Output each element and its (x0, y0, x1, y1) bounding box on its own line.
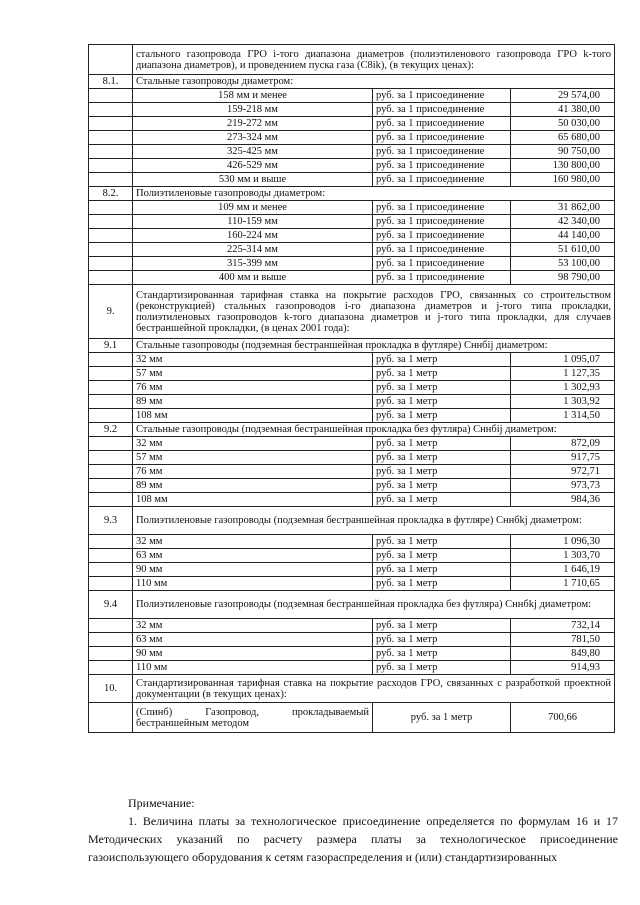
value-cell: 1 646,19 (511, 563, 615, 577)
row-number (89, 201, 133, 215)
table-row (89, 479, 615, 493)
value-cell: 51 610,00 (511, 243, 615, 257)
table-row (89, 215, 615, 229)
section-number: 9.2 (89, 423, 133, 437)
value-cell: 1 127,35 (511, 367, 615, 381)
unit-cell: руб. за 1 присоединение (373, 159, 511, 173)
row-number (89, 257, 133, 271)
diameter-cell: 76 мм (133, 465, 373, 479)
diameter-cell: 90 мм (133, 647, 373, 661)
value-cell: 914,93 (511, 661, 615, 675)
row-number (89, 535, 133, 549)
row-number (89, 45, 133, 75)
unit-cell: руб. за 1 метр (373, 535, 511, 549)
unit-cell: руб. за 1 метр (373, 619, 511, 633)
diameter-cell: 63 мм (133, 549, 373, 563)
diameter-cell: 63 мм (133, 633, 373, 647)
value-cell: 1 314,50 (511, 409, 615, 423)
unit-cell: руб. за 1 присоединение (373, 131, 511, 145)
unit-cell: руб. за 1 метр (373, 353, 511, 367)
value-cell: 29 574,00 (511, 89, 615, 103)
diameter-cell: 400 мм и выше (133, 271, 373, 285)
table-row (89, 159, 615, 173)
row-number (89, 131, 133, 145)
diameter-cell: 109 мм и менее (133, 201, 373, 215)
table-row (89, 353, 615, 367)
diameter-cell: 76 мм (133, 381, 373, 395)
section-title: Стандартизированная тарифная ставка на покрытие расходов ГРО, связанных с разработкой проектной документации (в текущих ценах): (133, 675, 615, 703)
value-cell: 1 303,70 (511, 549, 615, 563)
section-header-row (89, 675, 615, 703)
value-cell: 31 862,00 (511, 201, 615, 215)
unit-cell: руб. за 1 метр (373, 479, 511, 493)
value-cell: 65 680,00 (511, 131, 615, 145)
section-header-row (89, 75, 615, 89)
unit-cell: руб. за 1 присоединение (373, 145, 511, 159)
diameter-cell: 32 мм (133, 437, 373, 451)
value-cell: 700,66 (511, 703, 615, 733)
unit-cell: руб. за 1 присоединение (373, 215, 511, 229)
unit-cell: руб. за 1 присоединение (373, 89, 511, 103)
section-number: 9.3 (89, 507, 133, 535)
table-row (89, 131, 615, 145)
unit-cell: руб. за 1 присоединение (373, 243, 511, 257)
section-header-row (89, 423, 615, 437)
continuation-row (89, 45, 615, 75)
section-title: Полиэтиленовые газопроводы диаметром: (133, 187, 615, 201)
value-cell: 53 100,00 (511, 257, 615, 271)
table-row (89, 577, 615, 591)
value-cell: 917,75 (511, 451, 615, 465)
diameter-cell: 315-399 мм (133, 257, 373, 271)
row-number (89, 549, 133, 563)
row-number (89, 243, 133, 257)
unit-cell: руб. за 1 метр (373, 409, 511, 423)
section-number: 8.2. (89, 187, 133, 201)
row-number (89, 173, 133, 187)
value-cell: 44 140,00 (511, 229, 615, 243)
row-number (89, 619, 133, 633)
table-row (89, 619, 615, 633)
table-row (89, 117, 615, 131)
table-row (89, 633, 615, 647)
diameter-cell: 110-159 мм (133, 215, 373, 229)
section-number: 8.1. (89, 75, 133, 89)
section-header-row (89, 187, 615, 201)
diameter-cell: 89 мм (133, 479, 373, 493)
table-row (89, 271, 615, 285)
note-text: 1. Величина платы за технологическое присоединение определяется по формулам 16 и 17 Методических указаний по расчету размера платы за технологическое присоединение газоиспользующего оборудования к сетям газораспределения и (или) стандартизированных (88, 814, 618, 864)
row-number (89, 103, 133, 117)
note-title: Примечание: (128, 796, 195, 810)
row-number (89, 145, 133, 159)
table-row (89, 535, 615, 549)
section-title: Стандартизированная тарифная ставка на покрытие расходов ГРО, связанных со строительством (реконструкцией) стальных газопроводов i-го диапазона диаметров и j-того типа прокладки, полиэтиленовых газопроводов k-того диапазона диаметров и j-того типа прокладки, для случаев бестраншейной прокладки, (в ценах 2001 года): (133, 285, 615, 339)
section-number: 9. (89, 285, 133, 339)
value-cell: 41 380,00 (511, 103, 615, 117)
table-row (89, 89, 615, 103)
section-header-row (89, 285, 615, 339)
table-row (89, 243, 615, 257)
row-number (89, 215, 133, 229)
unit-cell: руб. за 1 метр (373, 549, 511, 563)
diameter-cell: 225-314 мм (133, 243, 373, 257)
diameter-cell: 32 мм (133, 619, 373, 633)
diameter-cell: 158 мм и менее (133, 89, 373, 103)
row-number (89, 661, 133, 675)
section-number: 9.4 (89, 591, 133, 619)
row-number (89, 117, 133, 131)
unit-cell: руб. за 1 присоединение (373, 117, 511, 131)
diameter-cell: 325-425 мм (133, 145, 373, 159)
row-number (89, 353, 133, 367)
value-cell: 973,73 (511, 479, 615, 493)
diameter-cell: 426-529 мм (133, 159, 373, 173)
row-number (89, 437, 133, 451)
diameter-cell: 273-324 мм (133, 131, 373, 145)
row-number (89, 703, 133, 733)
diameter-cell: (Cпинб) Газопровод, прокладываемый бестраншейным методом (133, 703, 373, 733)
diameter-cell: 90 мм (133, 563, 373, 577)
value-cell: 1 303,92 (511, 395, 615, 409)
value-cell: 160 980,00 (511, 173, 615, 187)
row-number (89, 563, 133, 577)
unit-cell: руб. за 1 метр (373, 563, 511, 577)
value-cell: 42 340,00 (511, 215, 615, 229)
diameter-cell: 32 мм (133, 535, 373, 549)
value-cell: 1 710,65 (511, 577, 615, 591)
unit-cell: руб. за 1 присоединение (373, 103, 511, 117)
row-number (89, 633, 133, 647)
unit-cell: руб. за 1 присоединение (373, 271, 511, 285)
section-title: Стальные газопроводы (подземная бестраншейная прокладка без футляра) Cннбij диаметром: (133, 423, 615, 437)
row-number (89, 159, 133, 173)
section-header-row (89, 507, 615, 535)
table-row (89, 103, 615, 117)
unit-cell: руб. за 1 метр (373, 451, 511, 465)
section-title: Полиэтиленовые газопроводы (подземная бестраншейная прокладка в футляре) Cннбkj диаметром: (133, 507, 615, 535)
row-number (89, 577, 133, 591)
row-number (89, 451, 133, 465)
diameter-cell: 159-218 мм (133, 103, 373, 117)
value-cell: 872,09 (511, 437, 615, 451)
row-number (89, 465, 133, 479)
section-header-row (89, 591, 615, 619)
diameter-cell: 160-224 мм (133, 229, 373, 243)
value-cell: 1 096,30 (511, 535, 615, 549)
table-row (89, 173, 615, 187)
unit-cell: руб. за 1 присоединение (373, 229, 511, 243)
unit-cell: руб. за 1 метр (373, 381, 511, 395)
row-number (89, 381, 133, 395)
value-cell: 984,36 (511, 493, 615, 507)
row-number (89, 479, 133, 493)
unit-cell: руб. за 1 метр (373, 577, 511, 591)
diameter-cell: 108 мм (133, 493, 373, 507)
row-number (89, 367, 133, 381)
table-row (89, 549, 615, 563)
table-row (89, 661, 615, 675)
row-number (89, 493, 133, 507)
row-description: стального газопровода ГРО i-того диапазона диаметров (полиэтиленового газопровода ГРО k-того диапазона диаметров), и проведением пуска газа (С8ik), (в текущих ценах): (133, 45, 615, 75)
diameter-cell: 108 мм (133, 409, 373, 423)
table-row (89, 367, 615, 381)
unit-cell: руб. за 1 метр (373, 465, 511, 479)
section-title: Стальные газопроводы диаметром: (133, 75, 615, 89)
diameter-cell: 110 мм (133, 661, 373, 675)
table-row (89, 647, 615, 661)
unit-cell: руб. за 1 метр (373, 703, 511, 733)
diameter-cell: 57 мм (133, 367, 373, 381)
table-row (89, 409, 615, 423)
value-cell: 50 030,00 (511, 117, 615, 131)
section-title: Стальные газопроводы (подземная бестраншейная прокладка в футляре) Cннбij диаметром: (133, 339, 615, 353)
table-row (89, 381, 615, 395)
row-number (89, 647, 133, 661)
value-cell: 130 800,00 (511, 159, 615, 173)
section-number: 9.1 (89, 339, 133, 353)
unit-cell: руб. за 1 метр (373, 493, 511, 507)
table-row (89, 465, 615, 479)
section-number: 10. (89, 675, 133, 703)
value-cell: 90 750,00 (511, 145, 615, 159)
value-cell: 1 095,07 (511, 353, 615, 367)
diameter-cell: 89 мм (133, 395, 373, 409)
unit-cell: руб. за 1 метр (373, 633, 511, 647)
table-row (89, 451, 615, 465)
tariff-table (88, 44, 615, 733)
diameter-cell: 219-272 мм (133, 117, 373, 131)
table-row (89, 395, 615, 409)
table-row (89, 257, 615, 271)
unit-cell: руб. за 1 метр (373, 661, 511, 675)
row-number (89, 409, 133, 423)
unit-cell: руб. за 1 присоединение (373, 173, 511, 187)
unit-cell: руб. за 1 метр (373, 367, 511, 381)
diameter-cell: 530 мм и выше (133, 173, 373, 187)
value-cell: 98 790,00 (511, 271, 615, 285)
table-row (89, 563, 615, 577)
unit-cell: руб. за 1 метр (373, 437, 511, 451)
table-row (89, 703, 615, 733)
diameter-cell: 57 мм (133, 451, 373, 465)
table-row (89, 493, 615, 507)
table-row (89, 145, 615, 159)
value-cell: 732,14 (511, 619, 615, 633)
table-row (89, 437, 615, 451)
row-number (89, 89, 133, 103)
value-cell: 849,80 (511, 647, 615, 661)
section-header-row (89, 339, 615, 353)
diameter-cell: 110 мм (133, 577, 373, 591)
value-cell: 972,71 (511, 465, 615, 479)
table-row (89, 229, 615, 243)
unit-cell: руб. за 1 присоединение (373, 201, 511, 215)
unit-cell: руб. за 1 метр (373, 395, 511, 409)
row-number (89, 229, 133, 243)
section-title: Полиэтиленовые газопроводы (подземная бестраншейная прокладка без футляра) Cннбkj диаметром: (133, 591, 615, 619)
table-row (89, 201, 615, 215)
diameter-cell: 32 мм (133, 353, 373, 367)
row-number (89, 271, 133, 285)
row-number (89, 395, 133, 409)
unit-cell: руб. за 1 метр (373, 647, 511, 661)
value-cell: 781,50 (511, 633, 615, 647)
unit-cell: руб. за 1 присоединение (373, 257, 511, 271)
value-cell: 1 302,93 (511, 381, 615, 395)
